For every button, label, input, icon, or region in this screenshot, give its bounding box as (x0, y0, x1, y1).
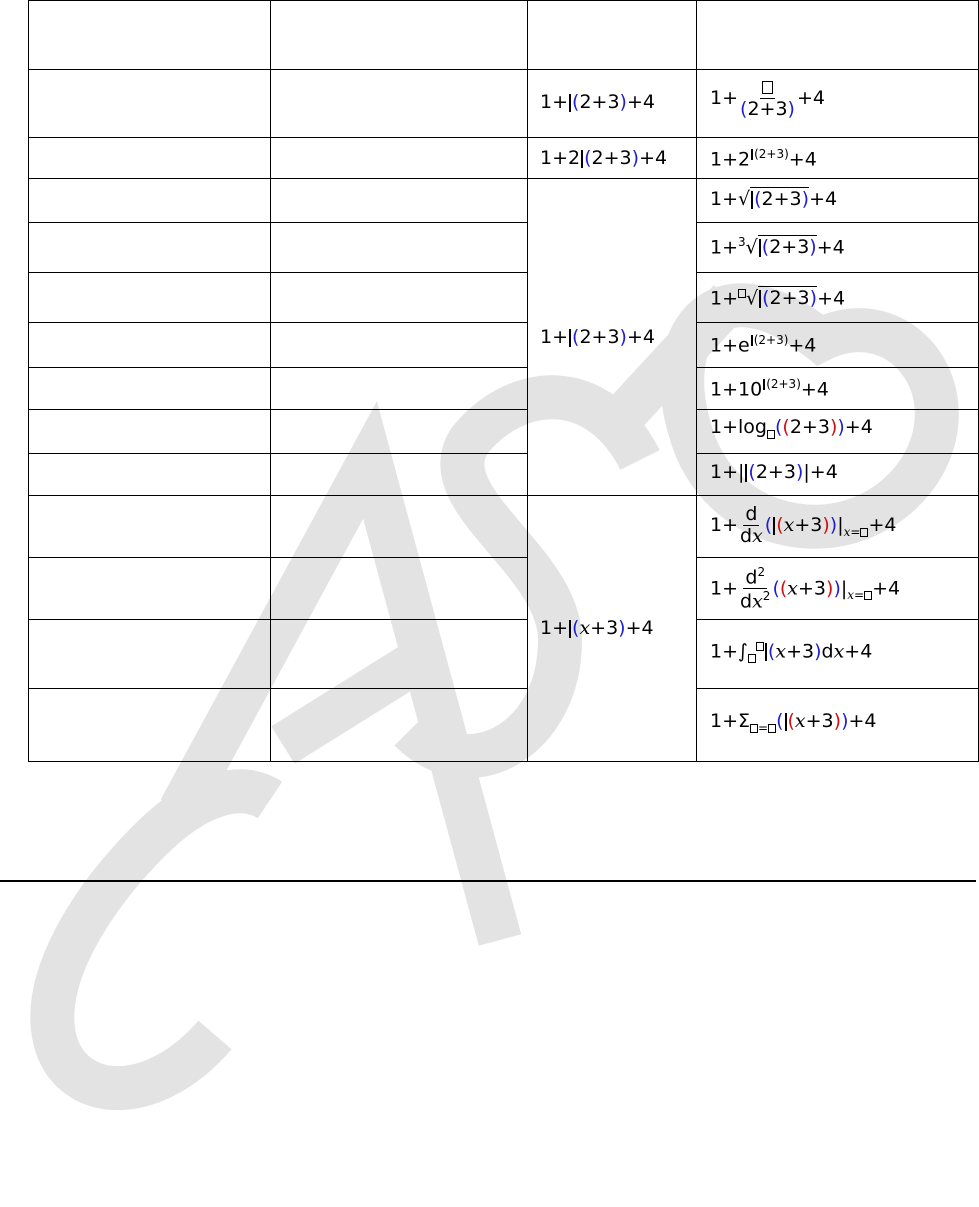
result-expression: 1+| (2+3)|+4 (710, 461, 838, 483)
table-cell (270, 222, 528, 273)
result-expression: 1+log ((2+3))+4 (710, 416, 873, 438)
table-cell (28, 0, 271, 70)
table-cell (270, 495, 528, 558)
table-cell (270, 272, 528, 323)
table-cell (28, 137, 271, 179)
table-cell (270, 69, 528, 138)
result-expression: 1+Σ $_=$ ( (x+3))+4 (710, 710, 877, 735)
table-cell (270, 0, 528, 70)
result-expression: 1+ √ (2+3)+4 (710, 287, 846, 310)
table-cell (270, 619, 528, 689)
table-cell (28, 453, 271, 496)
result-expression: 1+√ (2+3)+4 (710, 188, 838, 210)
table-cell (270, 322, 528, 368)
table-cell (28, 69, 271, 138)
table-cell (270, 688, 528, 762)
table-cell (270, 178, 528, 223)
table-cell (28, 557, 271, 620)
result-expression: 1+2 $^{(2+3)}$+4 (710, 147, 817, 171)
result-expression: 1+e $^{(2+3)}$+4 (710, 333, 817, 357)
table-cell (270, 409, 528, 454)
table-cell (28, 367, 271, 410)
table-cell (527, 0, 697, 70)
table-cell (28, 322, 271, 368)
result-expression: 1+10 $^{(2+3)}$+4 (710, 377, 829, 401)
section-divider (0, 880, 976, 882)
input-expression: 1+ (2+3)+4 (540, 326, 655, 348)
result-expression: 1+ (2+3) +4 (710, 78, 825, 119)
result-expression: 1+ $\frac{d}{dx}$ ( $(x+3))|_{x=} +4$ (710, 503, 897, 547)
table-cell (270, 367, 528, 410)
table-cell (28, 495, 271, 558)
input-expression: 1+ (2+3)+4 (540, 91, 655, 113)
table-cell (270, 137, 528, 179)
result-expression: 1+∫ (x+3)dx+4 (710, 640, 873, 663)
table-cell (696, 0, 979, 70)
table-cell (28, 688, 271, 762)
table-cell (28, 409, 271, 454)
table-cell (28, 178, 271, 223)
result-expression: 1+$^3$√ (2+3)+4 (710, 235, 845, 259)
table-cell (270, 557, 528, 620)
table-cell (28, 619, 271, 689)
input-expression: 1+2 (2+3)+4 (540, 147, 668, 169)
table-cell (28, 272, 271, 323)
table-cell (28, 222, 271, 273)
table-cell (270, 453, 528, 496)
result-expression: 1+ $\frac{d^2}{dx^2}$ $((x+3))|_{x=} +4$ (710, 565, 901, 613)
input-expression: 1+ (x+3)+4 (540, 617, 654, 639)
watermark-text: CASIO (0, 0, 4, 1)
